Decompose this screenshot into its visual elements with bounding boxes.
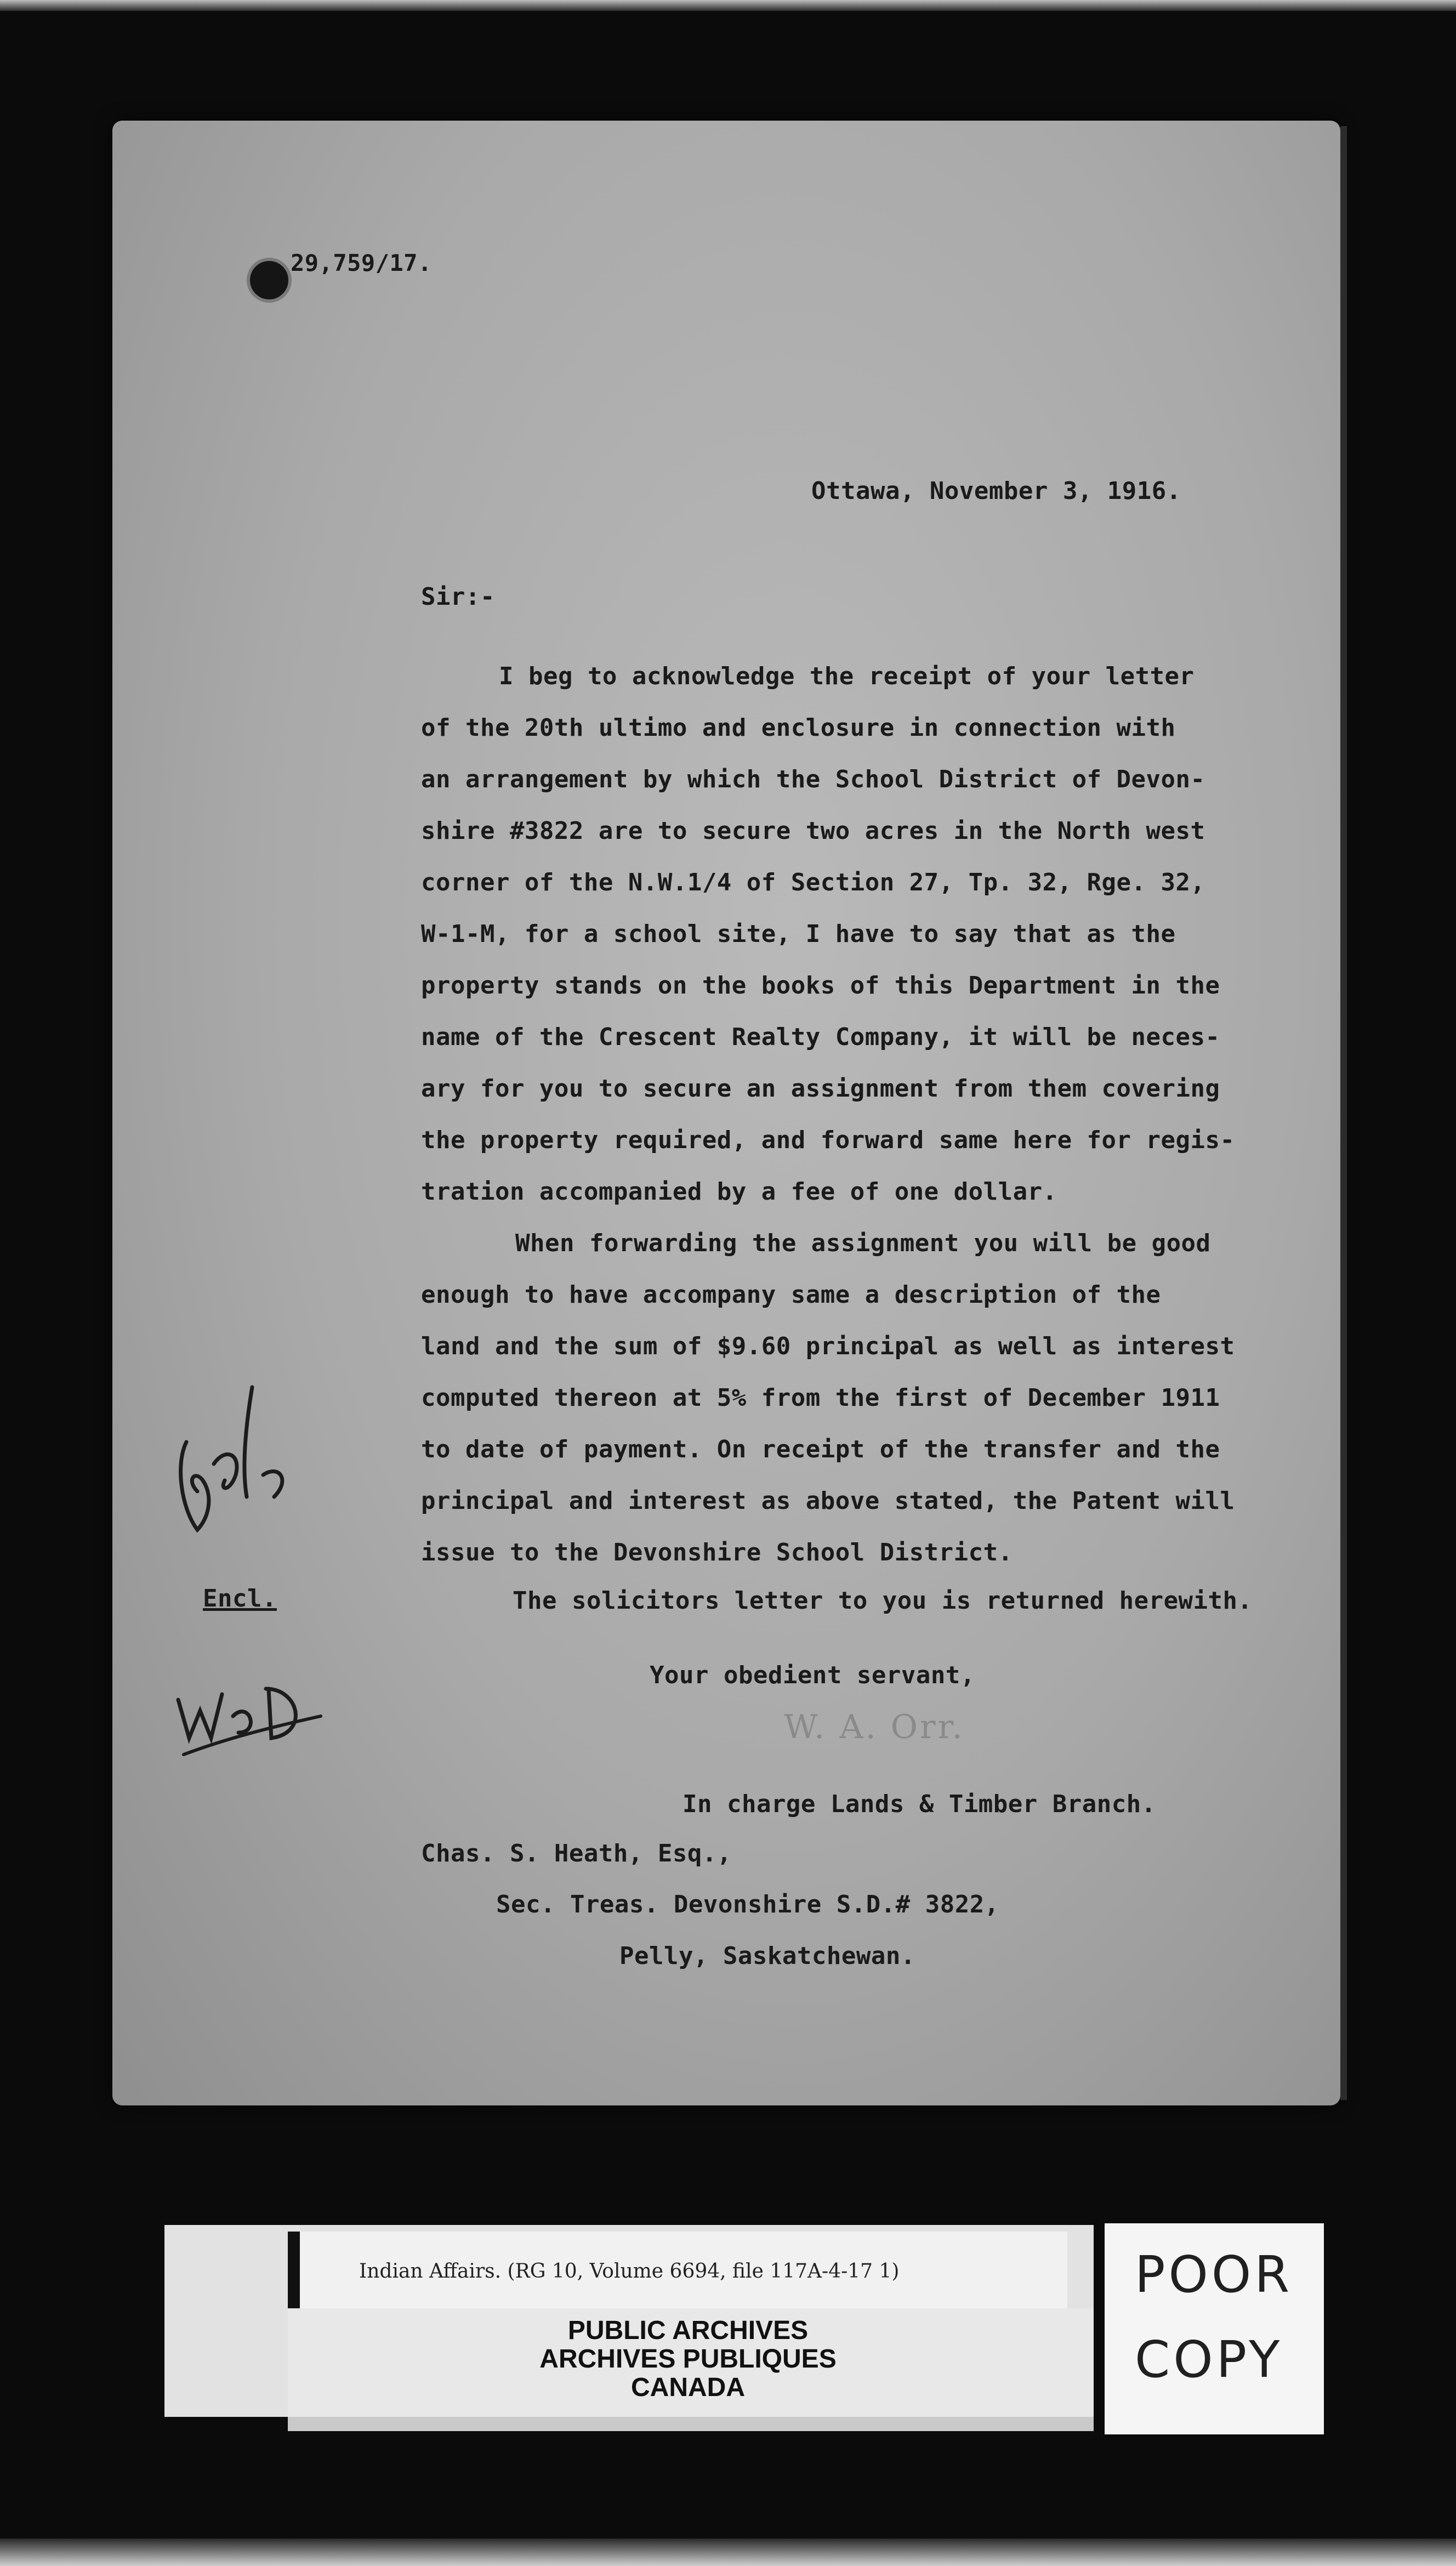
- archive-name-en: PUBLIC ARCHIVES: [567, 2316, 809, 2345]
- film-frame-top: [0, 0, 1456, 11]
- body-line: name of the Crescent Realty Company, it will be neces-: [421, 1023, 1220, 1051]
- body-line: of the 20th ultimo and enclosure in connection with: [421, 714, 1176, 742]
- label-bottom-strip: [288, 2417, 1094, 2431]
- body-line: W-1-M, for a school site, I have to say that as the: [421, 920, 1176, 948]
- poor-copy-line-1: POOR: [1135, 2245, 1293, 2304]
- body-line: enough to have accompany same a description of the: [421, 1281, 1161, 1309]
- signature-stamp: W. A. Orr.: [784, 1708, 965, 1746]
- archive-country: CANADA: [631, 2373, 745, 2402]
- file-number: 29,759/17.: [291, 249, 432, 276]
- body-line: computed thereon at 5% from the first of December 1911: [421, 1384, 1220, 1412]
- handwritten-initials-icon: [164, 1354, 307, 1552]
- body-line: ary for you to secure an assignment from them covering: [421, 1075, 1220, 1103]
- handwritten-signature-icon: [173, 1667, 326, 1765]
- body-line: property stands on the books of this Department in the: [421, 972, 1220, 1000]
- enclosure-note: Encl.: [203, 1585, 277, 1613]
- salutation: Sir:-: [421, 583, 495, 611]
- archive-caption: Indian Affairs. (RG 10, Volume 6694, file 117A-4-17 1): [359, 2260, 900, 2283]
- body-line: land and the sum of $9.60 principal as well as interest: [421, 1332, 1235, 1360]
- signatory-title: In charge Lands & Timber Branch.: [682, 1790, 1156, 1818]
- body-line: I beg to acknowledge the receipt of your letter: [499, 662, 1195, 690]
- punch-hole-icon: [247, 258, 292, 303]
- body-line: issue to the Devonshire School District.: [421, 1539, 1013, 1566]
- archive-name-fr: ARCHIVES PUBLIQUES: [539, 2344, 837, 2374]
- body-line: When forwarding the assignment you will be good: [515, 1229, 1211, 1257]
- body-line: corner of the N.W.1/4 of Section 27, Tp. 32, Rge. 32,: [421, 868, 1205, 896]
- body-line: to date of payment. On receipt of the transfer and the: [421, 1435, 1220, 1463]
- poor-copy-line-2: COPY: [1135, 2330, 1283, 2389]
- body-line: an arrangement by which the School District of Devon-: [421, 765, 1205, 793]
- body-line: shire #3822 are to secure two acres in the North west: [421, 817, 1205, 845]
- recipient-place: Pelly, Saskatchewan.: [619, 1942, 915, 1970]
- closing: Your obedient servant,: [650, 1661, 975, 1689]
- recipient-name: Chas. S. Heath, Esq.,: [421, 1840, 732, 1867]
- body-line: The solicitors letter to you is returned herewith.: [513, 1587, 1253, 1615]
- body-line: the property required, and forward same here for regis-: [421, 1126, 1235, 1154]
- page-edge-shadow: [1340, 126, 1347, 2100]
- body-line: tration accompanied by a fee of one dollar.: [421, 1178, 1057, 1206]
- dateline: Ottawa, November 3, 1916.: [811, 477, 1181, 505]
- film-frame-bottom: [0, 2539, 1456, 2566]
- body-line: principal and interest as above stated, the Patent will: [421, 1487, 1235, 1515]
- recipient-title: Sec. Treas. Devonshire S.D.# 3822,: [496, 1891, 999, 1918]
